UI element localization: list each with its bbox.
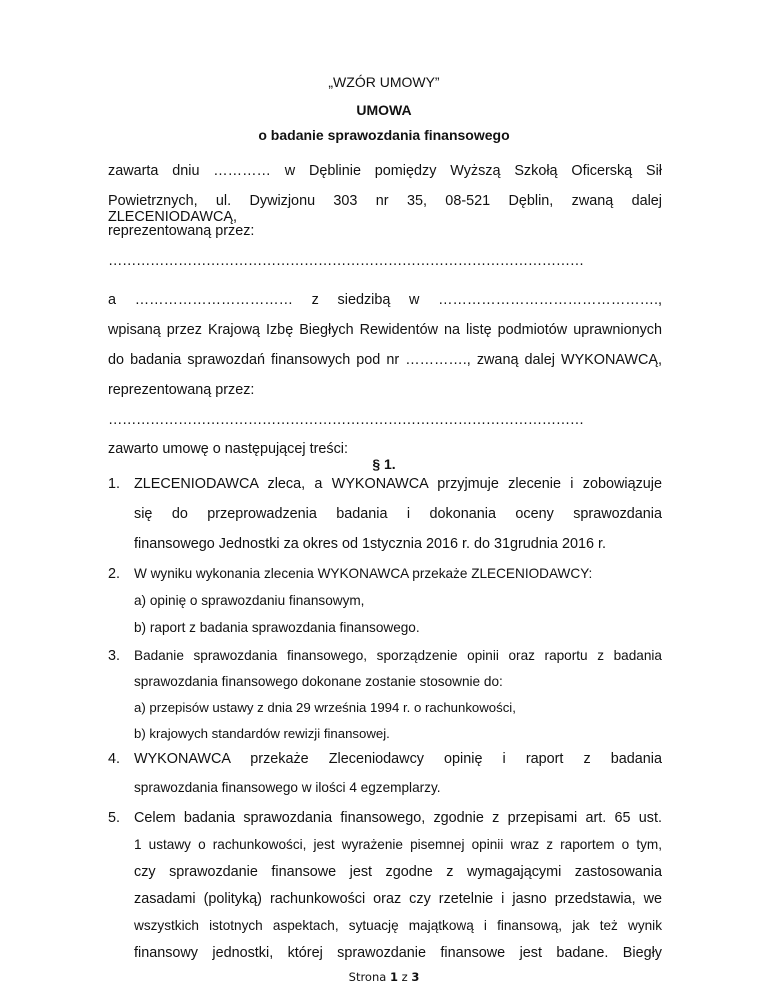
item-line: sprawozdania finansowego w ilości 4 egzemplarzy. — [134, 780, 441, 795]
intro-line: reprezentowaną przez: — [108, 382, 255, 398]
sub-item: a) opinię o sprawozdaniu finansowym, — [134, 593, 365, 608]
footer-separator: z — [401, 970, 408, 984]
footer-total-pages: 3 — [411, 970, 420, 984]
item-line: Celem badania sprawozdania finansowego, zgodnie z przepisami art. 65 ust. — [134, 810, 662, 826]
intro-line: zawarta dniu ………… w Dęblinie pomiędzy Wyższą Szkołą Oficerską Sił — [108, 163, 662, 179]
item-line: ZLECENIODAWCA zleca, a WYKONAWCA przyjmuje zlecenie i zobowiązuje — [134, 476, 662, 492]
item-line: WYKONAWCA przekaże Zleceniodawcy opinię i raport z badania — [134, 751, 662, 767]
item-line: Badanie sprawozdania finansowego, sporządzenie opinii oraz raportu z badania — [134, 648, 662, 663]
item-number: 4. — [108, 751, 121, 767]
title-quote: „WZÓR UMOWY” — [328, 74, 440, 90]
page-title: UMOWA — [356, 102, 412, 118]
item-line: czy sprawozdanie finansowe jest zgodne z wymagającymi zastosowania — [134, 864, 662, 880]
item-line: finansowego Jednostki za okres od 1stycznia 2016 r. do 31grudnia 2016 r. — [134, 536, 607, 552]
item-line: sprawozdania finansowego dokonane zostanie stosownie do: — [134, 674, 503, 689]
section-heading: § 1. — [372, 456, 396, 472]
intro-line: a …………………………… z siedzibą w ………………………………………., — [108, 292, 662, 308]
item-line: W wyniku wykonania zlecenia WYKONAWCA przekaże ZLECENIODAWCY: — [134, 566, 593, 581]
sub-item: b) raport z badania sprawozdania finansowego. — [134, 620, 420, 635]
item-line: zasadami (polityką) rachunkowości oraz czy rzetelnie i jasno przedstawia, we — [134, 891, 662, 907]
item-number: 5. — [108, 810, 121, 826]
item-line: 1 ustawy o rachunkowości, jest wyrażenie pisemnej opinii wraz z raportem o tym, — [134, 837, 662, 852]
item-line: finansowy jednostki, której sprawozdanie finansowe jest badane. Biegły — [134, 945, 662, 961]
item-line: się do przeprowadzenia badania i dokonania oceny sprawozdania — [134, 506, 662, 522]
intro-line: reprezentowaną przez: — [108, 223, 255, 239]
sub-item: b) krajowych standardów rewizji finansowej. — [134, 726, 390, 741]
intro-line: zawarto umowę o następującej treści: — [108, 441, 348, 457]
item-number: 3. — [108, 648, 121, 664]
footer-prefix: Strona — [348, 970, 387, 984]
item-number: 1. — [108, 476, 121, 492]
footer-current-page: 1 — [389, 970, 398, 984]
item-number: 2. — [108, 566, 121, 582]
sub-item: a) przepisów ustawy z dnia 29 września 1994 r. o rachunkowości, — [134, 700, 516, 715]
intro-line: Powietrznych, ul. Dywizjonu 303 nr 35, 08-521 Dęblin, zwaną dalej ZLECENIODAWCĄ, — [108, 193, 662, 225]
item-line: wszystkich istotnych aspektach, sytuację majątkową i finansową, jak też wynik — [134, 918, 662, 933]
page-footer — [0, 970, 768, 984]
page-subtitle: o badanie sprawozdania finansowego — [258, 127, 510, 143]
intro-line: do badania sprawozdań finansowych pod nr …………., zwaną dalej WYKONAWCĄ, — [108, 352, 662, 368]
dotted-line: ………………………………………………………………………………………… — [108, 253, 584, 269]
dotted-line: ………………………………………………………………………………………… — [108, 412, 584, 428]
intro-line: wpisaną przez Krajową Izbę Biegłych Rewidentów na listę podmiotów uprawnionych — [108, 322, 662, 338]
